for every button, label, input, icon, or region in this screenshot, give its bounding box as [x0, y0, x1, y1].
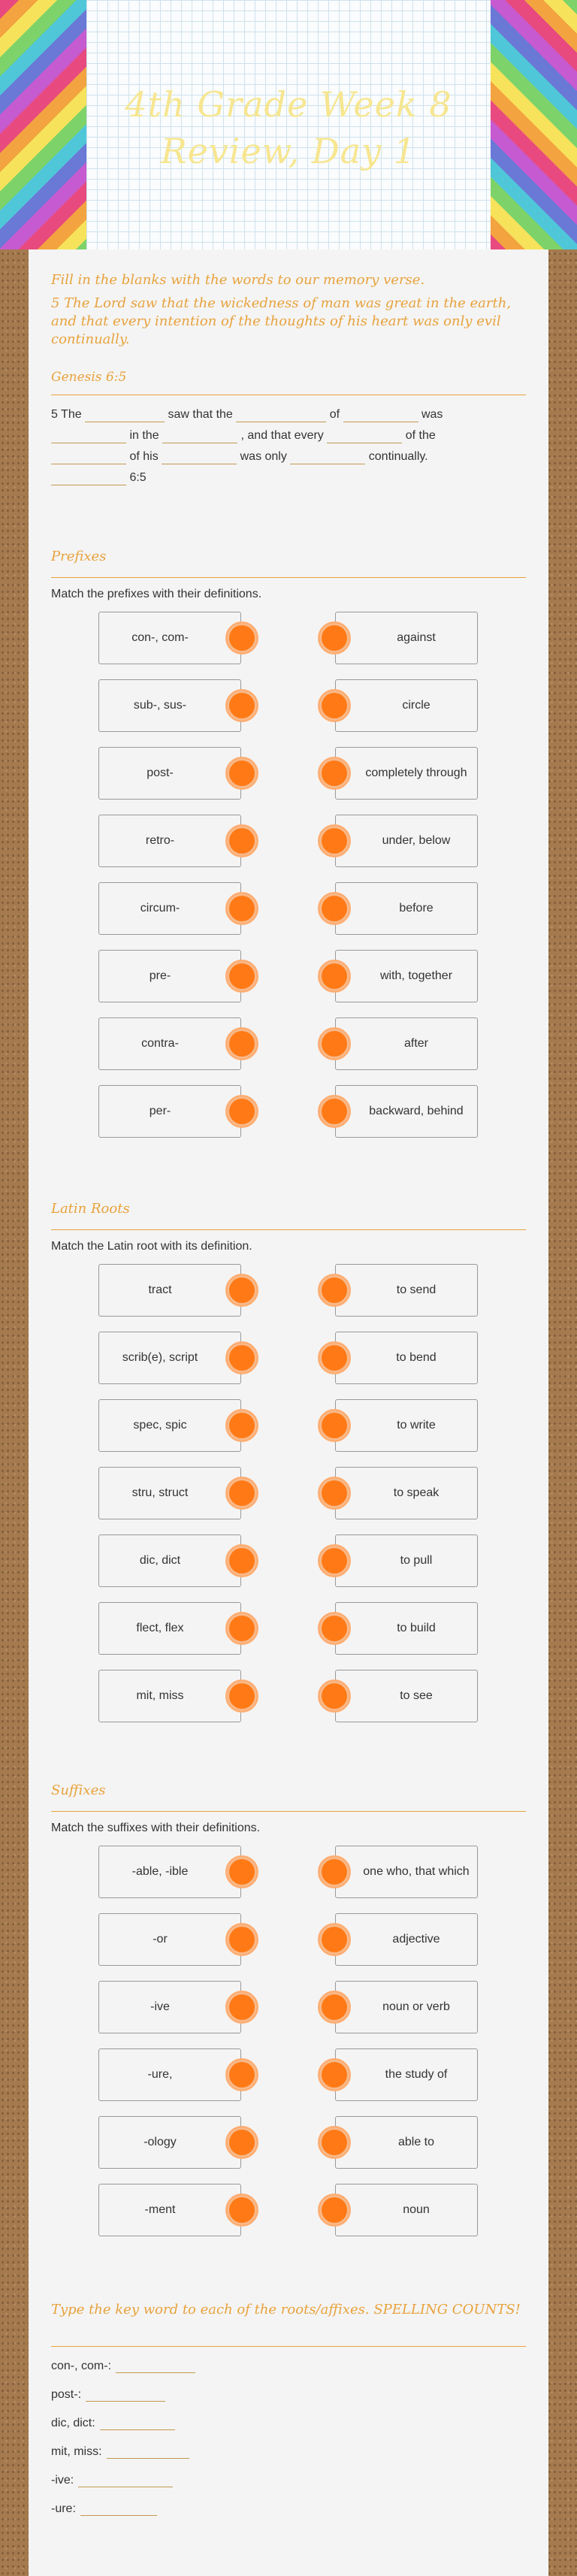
- suffixes-right-item[interactable]: one who, that which: [335, 1846, 478, 1898]
- divider: [51, 1811, 526, 1812]
- prefixes-left-item[interactable]: post-: [98, 747, 241, 800]
- match-handle-left[interactable]: [225, 824, 258, 857]
- header-banner: [0, 0, 577, 249]
- match-handle-right[interactable]: [318, 689, 351, 722]
- suffixes-left-item[interactable]: -or: [98, 1913, 241, 1966]
- divider: [51, 2346, 526, 2347]
- latin-left-item[interactable]: scrib(e), script: [98, 1332, 241, 1384]
- prefixes-title: Prefixes: [51, 549, 107, 564]
- match-handle-left[interactable]: [225, 1612, 258, 1645]
- match-handle-right[interactable]: [318, 2126, 351, 2159]
- match-handle-left[interactable]: [225, 1409, 258, 1442]
- match-handle-left[interactable]: [225, 757, 258, 790]
- prefixes-right-item[interactable]: after: [335, 1017, 478, 1070]
- match-handle-left[interactable]: [225, 689, 258, 722]
- match-handle-left[interactable]: [225, 1095, 258, 1128]
- latin-title: Latin Roots: [51, 1201, 130, 1217]
- prefixes-left-item[interactable]: contra-: [98, 1017, 241, 1070]
- worksheet: [29, 249, 548, 2576]
- match-handle-left[interactable]: [225, 1027, 258, 1060]
- page-title: 4th Grade Week 8 Review, Day 1: [125, 84, 452, 171]
- match-handle-right[interactable]: [318, 960, 351, 993]
- verse-reference: Genesis 6:5: [51, 370, 127, 385]
- latin-left-item[interactable]: mit, miss: [98, 1670, 241, 1722]
- verse-line-1: 5 The saw that the of was: [51, 408, 443, 421]
- keyword-row: [51, 2498, 157, 2516]
- keywords-title: Type the key word to each of the roots/affixes. SPELLING COUNTS!: [51, 2302, 521, 2317]
- keyword-input[interactable]: [116, 2358, 195, 2373]
- match-handle-left[interactable]: [225, 1274, 258, 1307]
- verse-line-3: of his was only continually.: [51, 449, 428, 464]
- keyword-label: -ive:: [51, 2474, 74, 2487]
- keyword-label: post-:: [51, 2388, 82, 2401]
- match-handle-right[interactable]: [318, 1855, 351, 1888]
- match-handle-right[interactable]: [318, 1409, 351, 1442]
- prefixes-right-item[interactable]: under, below: [335, 815, 478, 867]
- match-handle-left[interactable]: [225, 960, 258, 993]
- match-handle-left[interactable]: [225, 1923, 258, 1956]
- suffixes-left-item[interactable]: -able, -ible: [98, 1846, 241, 1898]
- prefixes-right-item[interactable]: before: [335, 882, 478, 935]
- match-handle-right[interactable]: [318, 1477, 351, 1510]
- keyword-row: [51, 2469, 173, 2487]
- latin-right-item[interactable]: to write: [335, 1399, 478, 1452]
- suffixes-left-item[interactable]: -ology: [98, 2116, 241, 2169]
- match-handle-right[interactable]: [318, 1095, 351, 1128]
- suffixes-left-item[interactable]: -ive: [98, 1981, 241, 2033]
- suffixes-right-item[interactable]: adjective: [335, 1913, 478, 1966]
- match-handle-right[interactable]: [318, 2194, 351, 2227]
- keyword-label: con-, com-:: [51, 2360, 112, 2372]
- suffixes-title: Suffixes: [51, 1782, 106, 1798]
- latin-instruction: Match the Latin root with its definition.: [51, 1240, 252, 1253]
- divider: [51, 577, 526, 578]
- memory-instruction: Fill in the blanks with the words to our memory verse.: [51, 272, 425, 288]
- keyword-row: [51, 2412, 175, 2430]
- suffixes-left-item[interactable]: -ure,: [98, 2048, 241, 2101]
- suffixes-instruction: Match the suffixes with their definitions.: [51, 1822, 261, 1834]
- prefixes-right-item[interactable]: completely through: [335, 747, 478, 800]
- match-handle-right[interactable]: [318, 1027, 351, 1060]
- keyword-label: mit, miss:: [51, 2445, 102, 2458]
- prefixes-left-item[interactable]: pre-: [98, 950, 241, 1002]
- keyword-row: [51, 2441, 189, 2459]
- latin-right-item[interactable]: to speak: [335, 1467, 478, 1519]
- match-handle-right[interactable]: [318, 757, 351, 790]
- latin-right-item[interactable]: to bend: [335, 1332, 478, 1384]
- prefixes-right-item[interactable]: circle: [335, 679, 478, 732]
- latin-left-item[interactable]: stru, struct: [98, 1467, 241, 1519]
- keyword-input[interactable]: [80, 2501, 157, 2516]
- match-handle-left[interactable]: [225, 1855, 258, 1888]
- match-handle-left[interactable]: [225, 1341, 258, 1374]
- divider: [51, 1229, 526, 1230]
- latin-left-item[interactable]: dic, dict: [98, 1534, 241, 1587]
- keyword-label: -ure:: [51, 2502, 76, 2515]
- match-handle-right[interactable]: [318, 824, 351, 857]
- match-handle-left[interactable]: [225, 892, 258, 925]
- match-handle-right[interactable]: [318, 1680, 351, 1713]
- suffixes-right-item[interactable]: able to: [335, 2116, 478, 2169]
- verse-line-2: in the , and that every of the: [51, 428, 436, 443]
- match-handle-left[interactable]: [225, 1477, 258, 1510]
- prefixes-left-item[interactable]: per-: [98, 1085, 241, 1138]
- match-handle-left[interactable]: [225, 1991, 258, 2024]
- match-handle-right[interactable]: [318, 1991, 351, 2024]
- keyword-input[interactable]: [107, 2444, 189, 2459]
- keyword-row: [51, 2384, 165, 2402]
- match-handle-right[interactable]: [318, 2058, 351, 2091]
- keyword-input[interactable]: [100, 2415, 175, 2430]
- keyword-row: [51, 2355, 195, 2373]
- suffixes-right-item[interactable]: noun: [335, 2184, 478, 2236]
- match-handle-right[interactable]: [318, 621, 351, 655]
- prefixes-right-item[interactable]: against: [335, 612, 478, 664]
- match-handle-right[interactable]: [318, 892, 351, 925]
- latin-right-item[interactable]: to pull: [335, 1534, 478, 1587]
- latin-right-item[interactable]: to see: [335, 1670, 478, 1722]
- match-handle-left[interactable]: [225, 2194, 258, 2227]
- suffixes-right-item[interactable]: the study of: [335, 2048, 478, 2101]
- match-handle-left[interactable]: [225, 1544, 258, 1577]
- latin-right-item[interactable]: to build: [335, 1602, 478, 1655]
- latin-left-item[interactable]: spec, spic: [98, 1399, 241, 1452]
- match-handle-left[interactable]: [225, 621, 258, 655]
- match-handle-right[interactable]: [318, 1274, 351, 1307]
- keyword-input[interactable]: [78, 2472, 173, 2487]
- latin-left-item[interactable]: tract: [98, 1264, 241, 1317]
- match-handle-right[interactable]: [318, 1612, 351, 1645]
- suffixes-right-item[interactable]: noun or verb: [335, 1981, 478, 2033]
- prefixes-right-item[interactable]: backward, behind: [335, 1085, 478, 1138]
- prefixes-instruction: Match the prefixes with their definitions.: [51, 588, 262, 600]
- keyword-input[interactable]: [86, 2387, 165, 2402]
- match-handle-left[interactable]: [225, 2126, 258, 2159]
- match-handle-right[interactable]: [318, 1923, 351, 1956]
- prefixes-right-item[interactable]: with, together: [335, 950, 478, 1002]
- prefixes-left-item[interactable]: sub-, sus-: [98, 679, 241, 732]
- prefixes-left-item[interactable]: con-, com-: [98, 612, 241, 664]
- prefixes-left-item[interactable]: retro-: [98, 815, 241, 867]
- latin-right-item[interactable]: to send: [335, 1264, 478, 1317]
- match-handle-left[interactable]: [225, 2058, 258, 2091]
- verse-line-4: 6:5: [51, 470, 147, 485]
- match-handle-right[interactable]: [318, 1341, 351, 1374]
- match-handle-left[interactable]: [225, 1680, 258, 1713]
- keyword-label: dic, dict:: [51, 2417, 95, 2429]
- suffixes-left-item[interactable]: -ment: [98, 2184, 241, 2236]
- latin-left-item[interactable]: flect, flex: [98, 1602, 241, 1655]
- header-pattern-right: [487, 0, 577, 249]
- memory-verse: 5 The Lord saw that the wickedness of man was great in the earth, and that every intention of the thoughts of his heart was only evil continually.: [51, 295, 512, 347]
- prefixes-left-item[interactable]: circum-: [98, 882, 241, 935]
- match-handle-right[interactable]: [318, 1544, 351, 1577]
